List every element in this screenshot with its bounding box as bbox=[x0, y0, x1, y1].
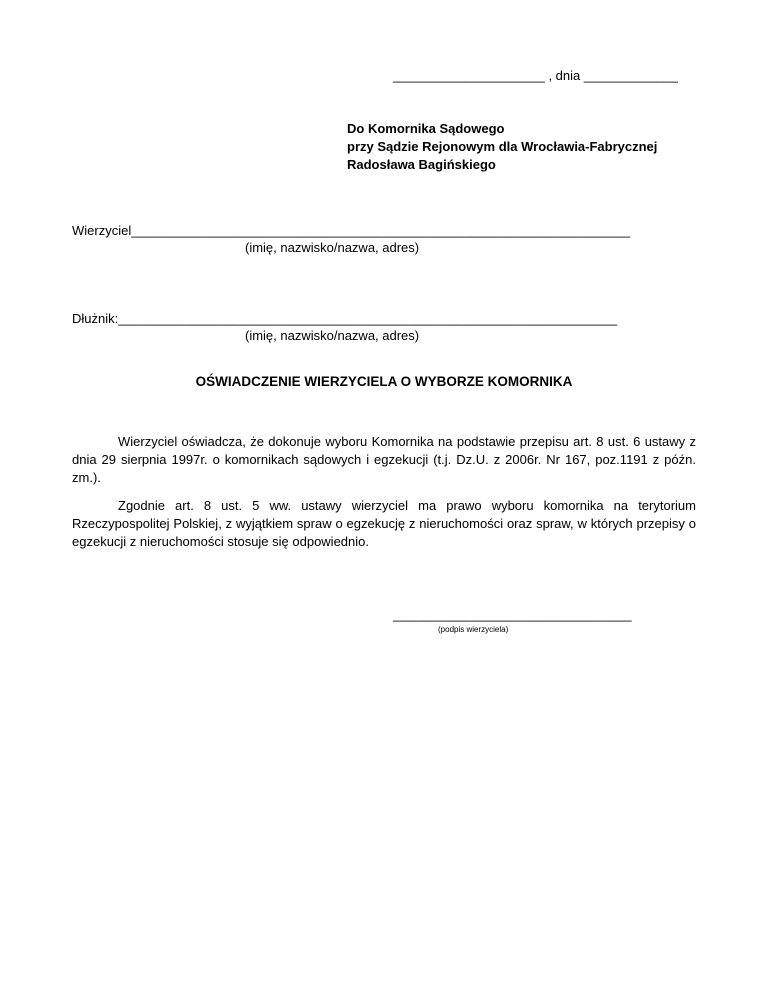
debtor-label: Dłużnik: bbox=[72, 311, 119, 326]
debtor-blank: _____________________________________________________________________ bbox=[118, 311, 618, 326]
document-title: OŚWIADCZENIE WIERZYCIELA O WYBORZE KOMORNIKA bbox=[195, 374, 573, 389]
signature-line: _________________________________ bbox=[393, 607, 632, 622]
creditor-row bbox=[72, 223, 630, 238]
debtor-row bbox=[72, 311, 617, 326]
date-blank: _____________ bbox=[583, 68, 678, 83]
addressee-block bbox=[347, 120, 657, 174]
addressee-line-1: Do Komornika Sądowego bbox=[347, 121, 505, 136]
signature-caption: (podpis wierzyciela) bbox=[438, 625, 509, 634]
creditor-blank: _____________________________________________________________________ bbox=[131, 223, 631, 238]
creditor-label: Wierzyciel bbox=[72, 223, 132, 238]
place-blank: _____________________ bbox=[393, 68, 545, 83]
addressee-line-2: przy Sądzie Rejonowym dla Wrocławia-Fabrycznej bbox=[347, 139, 658, 154]
paragraph-1: Wierzyciel oświadcza, że dokonuje wyboru Komornika na podstawie przepisu art. 8 ust. 6 ustawy z dnia 29 sierpnia 1997r. o komornikach sądowych i egzekucji (t.j. Dz.U. z 2006r. Nr 167, poz.1191 z późn. zm.). bbox=[72, 434, 696, 485]
place-date-line bbox=[393, 68, 678, 83]
date-label: , dnia bbox=[544, 68, 584, 83]
paragraph-2: Zgodnie art. 8 ust. 5 ww. ustawy wierzyciel ma prawo wyboru komornika na terytorium Rzeczypospolitej Polskiej, z wyjątkiem spraw o egzekucję z nieruchomości oraz spraw, w których przepisy o egzekucji z nieruchomości stosuje się odpowiednio. bbox=[72, 498, 696, 549]
addressee-line-3: Radosława Bagińskiego bbox=[347, 157, 496, 172]
creditor-hint: (imię, nazwisko/nazwa, adres) bbox=[245, 240, 420, 255]
debtor-hint: (imię, nazwisko/nazwa, adres) bbox=[245, 328, 420, 343]
